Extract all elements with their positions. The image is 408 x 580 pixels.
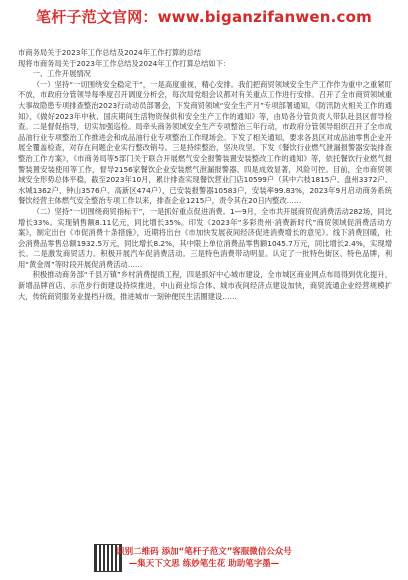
doc-title: 市商务局关于2023年工作总结及2024年工作打算的总结: [18, 48, 202, 57]
footer-line-2: —集天下文思 练妙笔生花 助助笔字墨—: [128, 559, 280, 569]
document-body: [18, 48, 392, 302]
footer-banner: [0, 540, 408, 576]
section-heading: 一、工作开展情况: [32, 69, 91, 79]
site-header: [0, 0, 408, 32]
footer-line-1: 识别二维码 添加“笔杆子范文”客服微信公众号: [116, 547, 292, 557]
doc-intro: 现将市商务局关于2023年工作总结及2024年工作打算总结如下：: [18, 58, 231, 68]
site-title[interactable]: 笔杆子范文官网：www.biganzifanwen.com: [36, 7, 372, 26]
paragraph-2: （二）坚持“一切围绕商贸指标干”，一是抓好重点促进消费。1—9月，全市共开展商贸促消费活动282场，同比增长33%。实现销售额8.11亿元，同比增长35%。印发《2023年“多彩贵州·消费新时代”商贸领域促消费活动方案》，制定出台《市促消费十条措施》，近期将出台《市加快发展夜间经济促进消费增长的意见》。线下消费回暖，社会消费品零售总额1932.5万元，同比增长8.2%，其中限上单位消费品零售额1045.7万元，同比增长2.4%，实现增长。二是激发商贸活力。积极开展汽车促消费活动。三是特色消费带动明显。认定了一批特色街区、特色品牌，利用“黄金周”等时段开展促消费活动……: [18, 206, 392, 269]
paragraph-3: 积极推动商务部“千县万镇”乡村消费提质工程，四是抓好中心城市建设，全市城区商业网点布局得到优化提升，新增品牌首店、示范步行街建设持续推进，中山商业综合体、城市夜间经济点建设加快，商贸流通企业经营规模扩大，传统商贸服务业提档升级，推进城市一刻钟便民生活圈建设……: [18, 270, 392, 301]
paragraph-1: （一）坚持“一切围绕安全稳定干”，一是高度重视，精心安排。我们把商贸领域安全生产工作作为重中之重紧盯不放，市政府分管领导每季度召开调度分析会，每次局党组会议都对有关重点工作进行安排。召开了全市商贸领域重大事故隐患专项排查整治2023行动动员部署会，下发商贸领域“安全生产月”专项部署通知，《防汛防火相关工作的通知》、《做好2023年中秋、国庆期间生活物资保供和安全生产工作的通知》等，由局各分管负责人带队赴县区督导检查。二是督促指导，切实加强巡检。局牵头商务领域安全生产专项整治三年行动，市政府分管领导组织召开了全市成品油行业专项整治工作推进会和成品油行业专项整治工作现场会。下发了相关通知，要求各县区对成品油零售企业开展全覆盖检查，对存在问题企业实行整改销号。三是持续整治，坚决攻坚。下发《餐饮行业燃气泄漏报警器安装排查整治工作方案》，《市商务局等5部门关于联合开展燃气安全报警装置安装整改工作的通知》等，依托餐饮行业燃气报警装置安装使用等工作，督导2156家餐饮企业安装燃气泄漏报警器。四是成效显著，风险可控。目前，全市商贸领域安全形势总体平稳，截至2023年10月，累计排查实现餐饮营业门店10599户（其中六枝1815户、盘州3372户、水城1362户、钟山3576户、高新区474户），已安装报警器10583户，安装率99.83%，2023年9月启动商务系统餐饮经营主体燃气安全整治专项工作以来，排查企业1215户，责令其在20日内整改……: [18, 79, 392, 206]
